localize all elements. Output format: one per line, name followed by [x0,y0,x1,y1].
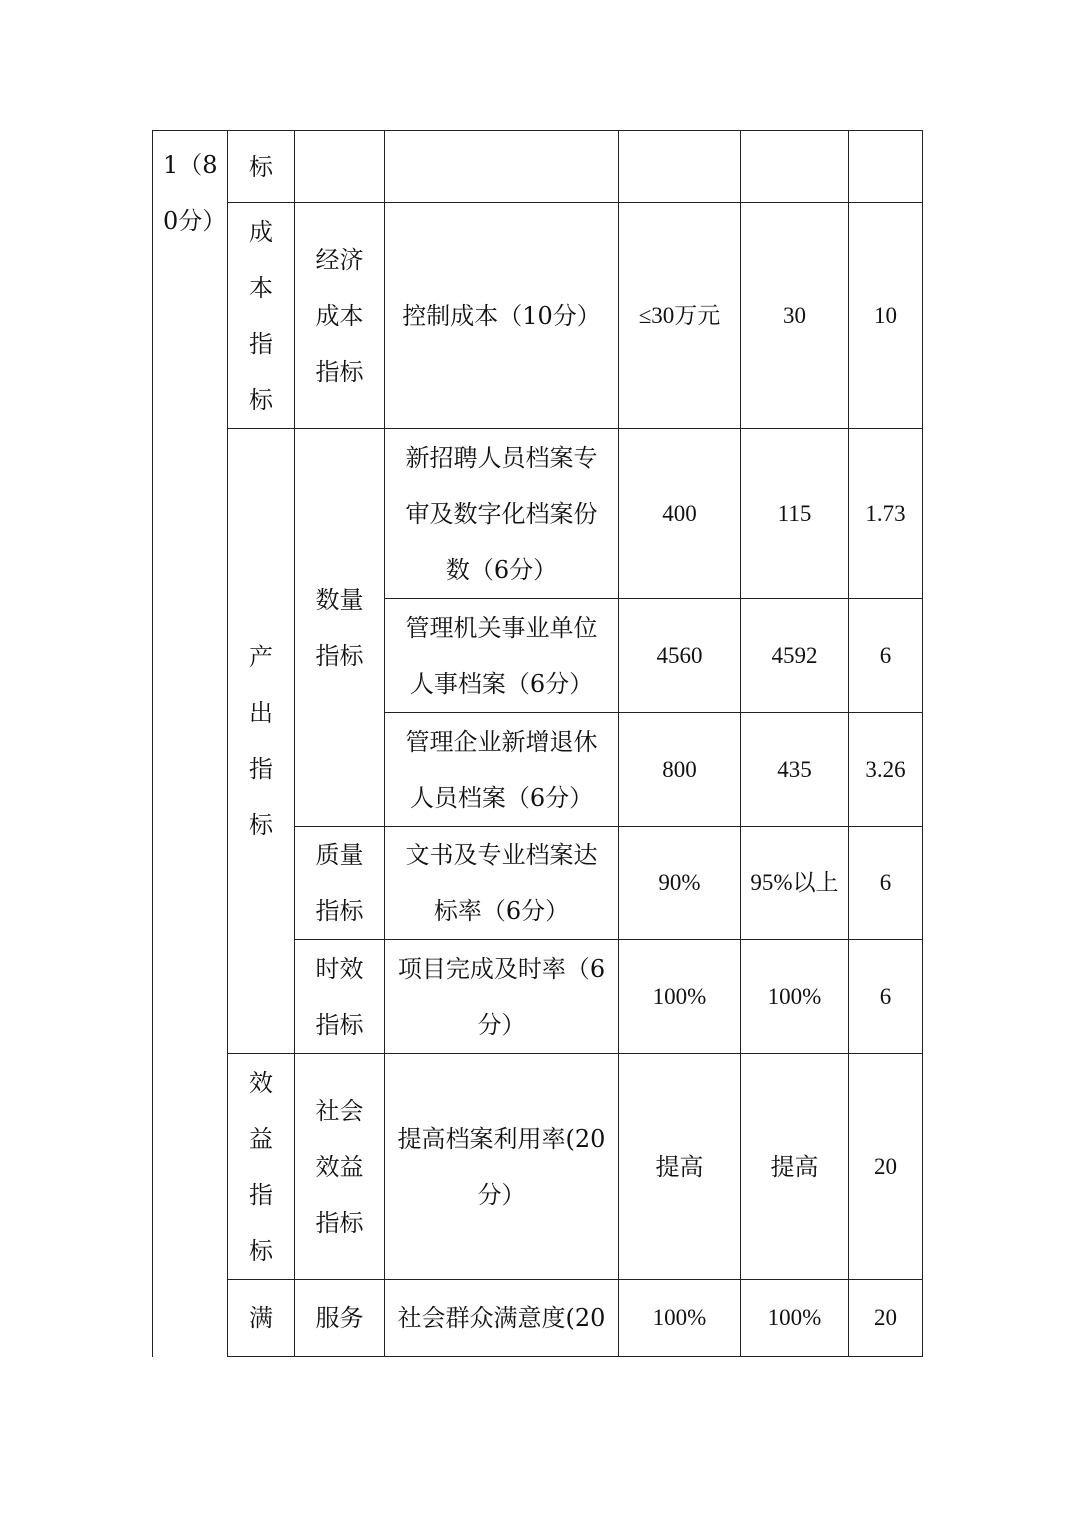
level3-cell: 时效指标 [295,940,385,1054]
indicator-cell: 社会群众满意度(20 [385,1280,619,1357]
target-cell: 90% [619,827,741,940]
table-row [153,1054,923,1280]
target-cell: 100% [619,1280,741,1357]
score-cell: 6 [849,599,923,713]
indicator-cell: 管理机关事业单位人事档案（6分） [385,599,619,713]
target-cell: 800 [619,713,741,827]
target-cell: 4560 [619,599,741,713]
indicator-cell: 新招聘人员档案专审及数字化档案份数（6分） [385,429,619,599]
score-cell: 20 [849,1280,923,1357]
score-cell: 10 [849,203,923,429]
table-row [153,131,923,203]
score-cell [849,131,923,203]
level2-cell: 标 [228,131,295,203]
actual-cell [741,131,849,203]
target-cell [619,131,741,203]
score-cell: 3.26 [849,713,923,827]
level3-cell: 社会效益指标 [295,1054,385,1280]
level3-cell [295,131,385,203]
level3-cell: 经济成本指标 [295,203,385,429]
target-cell: ≤30万元 [619,203,741,429]
target-cell: 提高 [619,1054,741,1280]
score-cell: 6 [849,827,923,940]
score-cell: 6 [849,940,923,1054]
indicator-cell: 提高档案利用率(20分） [385,1054,619,1280]
level2-cell: 效益指标 [228,1054,295,1280]
actual-cell: 100% [741,1280,849,1357]
indicator-cell: 控制成本（10分） [385,203,619,429]
table-row [153,203,923,429]
level2-cell: 满 [228,1280,295,1357]
table-row [153,1280,923,1357]
indicator-cell: 项目完成及时率（6分） [385,940,619,1054]
indicator-cell: 文书及专业档案达标率（6分） [385,827,619,940]
performance-table [152,130,923,1357]
actual-cell: 115 [741,429,849,599]
actual-cell: 4592 [741,599,849,713]
target-cell: 100% [619,940,741,1054]
level3-cell: 质量指标 [295,827,385,940]
score-cell: 1.73 [849,429,923,599]
level1-cell: 1（80分） [153,131,228,1357]
actual-cell: 30 [741,203,849,429]
level3-cell: 数量指标 [295,429,385,827]
level2-cell: 产出指标 [228,429,295,1054]
level3-cell: 服务 [295,1280,385,1357]
level2-cell: 成本指标 [228,203,295,429]
table-row [153,429,923,599]
indicator-cell: 管理企业新增退休人员档案（6分） [385,713,619,827]
target-cell: 400 [619,429,741,599]
indicator-cell [385,131,619,203]
actual-cell: 100% [741,940,849,1054]
actual-cell: 435 [741,713,849,827]
actual-cell: 95%以上 [741,827,849,940]
actual-cell: 提高 [741,1054,849,1280]
score-cell: 20 [849,1054,923,1280]
